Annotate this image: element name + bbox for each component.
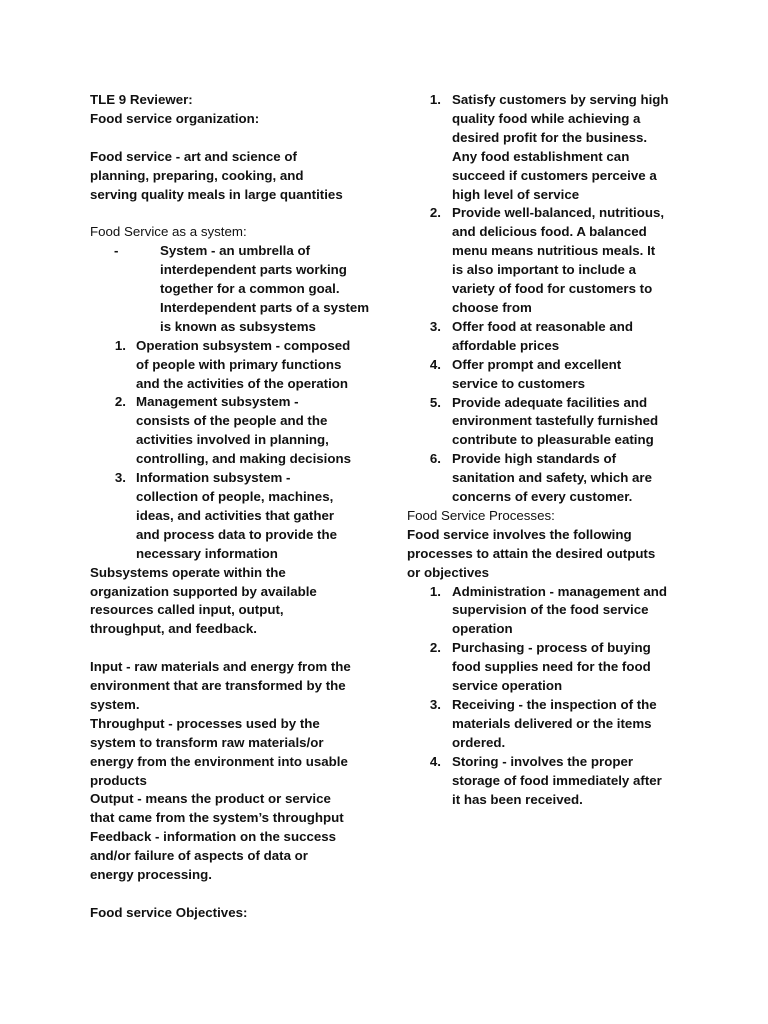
text-line: storage of food immediately after (452, 772, 662, 788)
process-item: 1. Administration - management and supervision of the food service operation (407, 583, 697, 640)
text-line: organization supported by available (90, 583, 317, 599)
text-line: it has been received. (452, 791, 583, 807)
text-line: choose from (452, 299, 532, 315)
text-line: products (90, 772, 147, 788)
text-line: affordable prices (452, 337, 560, 353)
text-line: energy processing. (90, 867, 212, 883)
text-line: collection of people, machines, (136, 489, 334, 504)
feedback-paragraph (90, 828, 380, 885)
text-line: Administration - management and (452, 583, 667, 599)
system-definition-item: - System - an umbrella of interdependent parts working together for a common goal. Interdependent parts of a system is known as subsystems (90, 242, 380, 337)
text-line: service operation (452, 678, 563, 694)
text-line: succeed if customers perceive a (452, 167, 657, 183)
text-line: together for a common goal. (160, 281, 340, 297)
text-line: throughput, and feedback. (90, 621, 257, 637)
text-line: and delicious food. A balanced (452, 224, 647, 240)
text-line: concerns of every customer. (452, 489, 633, 505)
objective-item: 5. Provide adequate facilities and environment tastefully furnished contribute to pleasurable eating (407, 394, 697, 451)
text-line: Satisfy customers by serving high (452, 92, 669, 107)
text-line: Subsystems operate within the (90, 564, 286, 580)
text-line: Input - raw materials and energy from the (90, 659, 351, 675)
text-line: necessary information (136, 545, 278, 561)
right-column (407, 91, 697, 809)
text-line: Interdependent parts of a system (160, 299, 370, 315)
text-line: that came from the system’s throughput (90, 810, 344, 826)
text-line: Food service - art and science of (90, 148, 297, 164)
text-line: environment tastefully furnished (452, 413, 659, 429)
subsystems-paragraph (90, 564, 380, 640)
text-line: is known as subsystems (160, 318, 316, 334)
text-line: energy from the environment into usable (90, 753, 348, 769)
text-line: Food service involves the following (407, 526, 632, 542)
left-column (90, 91, 380, 923)
processes-intro (407, 526, 697, 583)
input-paragraph (90, 658, 380, 715)
text-line: Provide well-balanced, nutritious, (452, 205, 665, 221)
text-line: serving quality meals in large quantities (90, 186, 343, 202)
text-line: is also important to include a (452, 262, 636, 278)
text-line: controlling, and making decisions (136, 451, 351, 467)
text-line: and process data to provide the (136, 526, 337, 542)
text-line: Provide adequate facilities and (452, 394, 648, 410)
text-line: and the activities of the operation (136, 375, 349, 391)
process-item: 4. Storing - involves the proper storage of food immediately after it has been received. (407, 753, 697, 810)
text-line: activities involved in planning, (136, 432, 329, 448)
text-line: desired profit for the business. (452, 129, 648, 145)
text-line: Throughput - processes used by the (90, 715, 320, 731)
objective-item: 2. Provide well-balanced, nutritious, and delicious food. A balanced menu means nutritious meals. It is also important to include a variety of food for customers to choose from (407, 204, 697, 317)
text-line: and/or failure of aspects of data or (90, 848, 308, 864)
objective-item: 4. Offer prompt and excellent service to customers (407, 356, 697, 394)
document-subtitle: Food service organization: (90, 110, 260, 126)
system-heading: Food Service as a system: (90, 224, 247, 240)
text-line: sanitation and safety, which are (452, 470, 652, 486)
text-line: Offer prompt and excellent (452, 356, 622, 372)
text-line: or objectives (407, 564, 490, 580)
text-line: quality food while achieving a (452, 110, 641, 126)
text-line: Receiving - the inspection of the (452, 697, 657, 712)
text-line: supervision of the food service (452, 602, 649, 618)
objective-item: 6. Provide high standards of sanitation and safety, which are concerns of every customer. (407, 450, 697, 507)
subsystem-item: 2. Management subsystem - consists of the people and the activities involved in planning, controlling, and making decisions (90, 393, 380, 469)
text-line: operation (452, 621, 513, 637)
text-line: Output - means the product or service (90, 791, 331, 807)
objectives-heading: Food service Objectives: (90, 904, 248, 920)
text-line: service to customers (452, 375, 586, 391)
text-line: planning, preparing, cooking, and (90, 167, 304, 183)
text-line: system. (90, 696, 140, 712)
text-line: Any food establishment can (452, 148, 630, 164)
text-line: system to transform raw materials/or (90, 734, 324, 750)
document-title: TLE 9 Reviewer: (90, 92, 193, 107)
text-line: Operation subsystem - composed (136, 337, 351, 353)
text-line: food supplies need for the food (452, 659, 651, 675)
text-line: materials delivered or the items (452, 715, 652, 731)
objective-item: 3. Offer food at reasonable and affordable prices (407, 318, 697, 356)
text-line: ideas, and activities that gather (136, 507, 335, 523)
process-item: 2. Purchasing - process of buying food supplies need for the food service operation (407, 639, 697, 696)
processes-heading: Food Service Processes: (407, 507, 555, 523)
text-line: Offer food at reasonable and (452, 318, 634, 334)
throughput-paragraph (90, 715, 380, 791)
subsystem-item: 3. Information subsystem - collection of people, machines, ideas, and activities that gather and process data to provide the necessary information (90, 469, 380, 564)
text-line: menu means nutritious meals. It (452, 243, 656, 259)
text-line: contribute to pleasurable eating (452, 432, 654, 448)
text-line: ordered. (452, 734, 506, 750)
output-paragraph (90, 790, 380, 828)
text-line: Management subsystem - (136, 394, 299, 410)
objective-item: 1. Satisfy customers by serving high quality food while achieving a desired profit for the business. Any food establishment can succeed if customers perceive a high level of service (407, 91, 697, 204)
text-line: System - an umbrella of (160, 243, 310, 259)
subsystem-item: 1. Operation subsystem - composed of people with primary functions and the activities of the operation (90, 337, 380, 394)
text-line: Information subsystem - (136, 470, 291, 486)
text-line: Provide high standards of (452, 451, 617, 467)
text-line: interdependent parts working (160, 262, 347, 278)
text-line: Storing - involves the proper (452, 753, 634, 769)
process-item: 3. Receiving - the inspection of the materials delivered or the items ordered. (407, 696, 697, 753)
text-line: of people with primary functions (136, 356, 342, 372)
text-line: environment that are transformed by the (90, 678, 346, 694)
food-service-definition (90, 148, 380, 205)
text-line: Purchasing - process of buying (452, 640, 651, 656)
text-line: resources called input, output, (90, 602, 284, 618)
text-line: consists of the people and the (136, 413, 328, 429)
text-line: high level of service (452, 186, 580, 202)
text-line: variety of food for customers to (452, 281, 653, 297)
text-line: processes to attain the desired outputs (407, 545, 656, 561)
text-line: Feedback - information on the success (90, 829, 337, 845)
